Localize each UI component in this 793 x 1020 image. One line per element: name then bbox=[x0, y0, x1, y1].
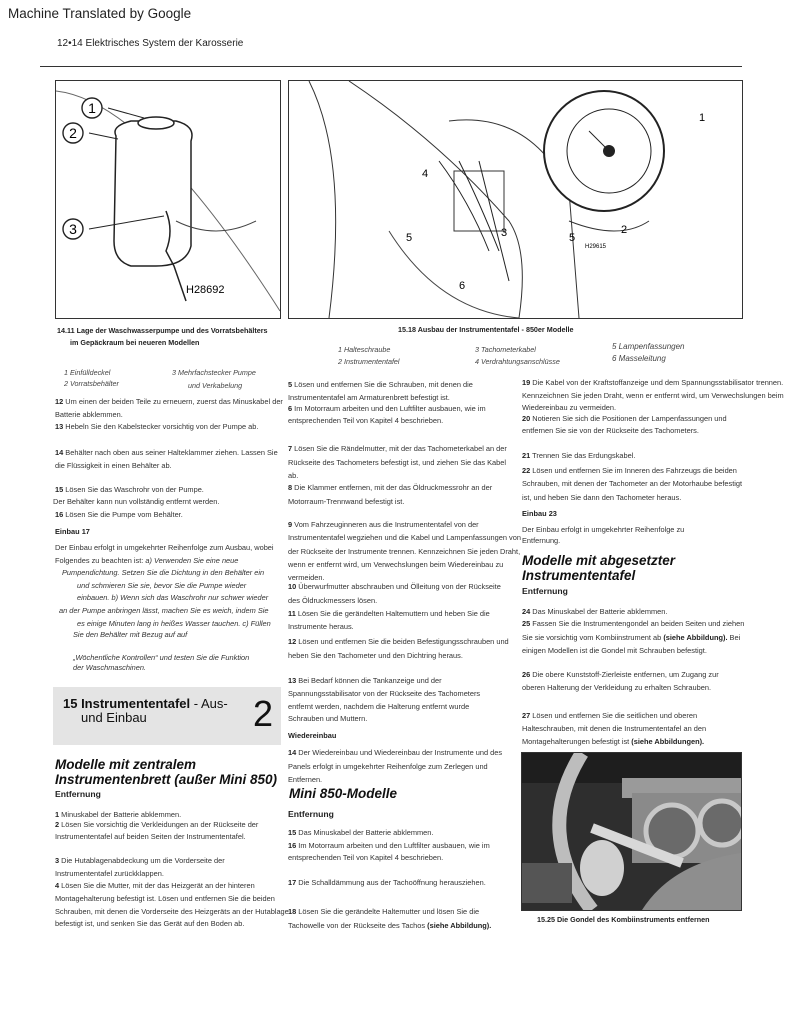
step-6 bbox=[288, 403, 513, 426]
step-number: 10 bbox=[288, 582, 297, 591]
step-7 bbox=[288, 442, 516, 483]
step-number: 27 bbox=[522, 711, 531, 720]
figure-reference: (siehe Abbildungen). bbox=[631, 737, 705, 746]
callout-label: 2 bbox=[621, 224, 628, 236]
step-text: Der Wiedereinbau und Wiedereinbau der Instrumente und des Panels erfolgt in umgekehrter Reihenfolge zum Zerlegen und Entfernen. bbox=[288, 748, 503, 784]
instrument-panel-drawing bbox=[289, 81, 742, 318]
step-16b bbox=[288, 840, 513, 863]
step-17b bbox=[288, 877, 513, 889]
step-text: Das Minuskabel der Batterie abklemmen. bbox=[530, 607, 668, 616]
section-title bbox=[63, 697, 228, 725]
step-number: 25 bbox=[522, 619, 531, 628]
step-number: 19 bbox=[522, 378, 531, 387]
legend-item: 1 Einfülldeckel bbox=[64, 368, 111, 377]
step-number: 3 bbox=[55, 856, 60, 865]
callout-label: 3 bbox=[501, 227, 508, 239]
callout-label: 5 bbox=[569, 232, 576, 244]
step-number: 4 bbox=[55, 881, 60, 890]
callout-label: 5 bbox=[406, 232, 413, 244]
step-22 bbox=[522, 464, 747, 504]
step-text: Lösen Sie die Pumpe vom Behälter. bbox=[63, 510, 183, 519]
einbau-text: Der Einbau erfolgt in umgekehrter Reihenfolge zum Ausbau, wobei Folgendes zu beachten ist: bbox=[55, 543, 274, 565]
step-number: 14 bbox=[55, 448, 64, 457]
einbau-italic: an der Pumpe anbringen lässt, machen Sie es weich, indem Sie bbox=[59, 605, 269, 615]
figure-reference: (siehe Abbildung). bbox=[663, 632, 728, 642]
callout-label: 3 bbox=[69, 221, 77, 237]
step-number: 15 bbox=[55, 485, 64, 494]
heading-line: Modelle mit zentralem bbox=[55, 757, 197, 772]
step-27 bbox=[522, 709, 737, 748]
step-10 bbox=[288, 580, 513, 608]
step-text: Hebeln Sie den Kabelstecker vorsichtig von der Pumpe ab. bbox=[63, 422, 259, 431]
section-title-line2: und Einbau bbox=[81, 710, 147, 725]
step-text: Trennen Sie das Erdungskabel. bbox=[530, 451, 636, 460]
step-text: Bei einigen Modellen ist die Gondel mit Schrauben befestigt. bbox=[522, 632, 741, 656]
step-text: Überwurfmutter abschrauben und Ölleitung von der Rückseite des Öldruckmessers lösen. bbox=[288, 582, 501, 605]
step-13 bbox=[55, 421, 290, 433]
chapter-number: 2 bbox=[252, 693, 273, 734]
photo-caption-15-25: 15.25 Die Gondel des Kombiinstruments entfernen bbox=[537, 915, 710, 924]
step-text: Die Klammer entfernen, mit der das Öldruckmessrohr an der Motorraum-Trennwand befestigt ist. bbox=[288, 483, 493, 506]
step-text: Im Motorraum arbeiten und den Luftfilter ausbauen, wie im entsprechenden Teil von Kapitel 4 beschrieben. bbox=[288, 841, 490, 862]
figure-washer-reservoir bbox=[55, 80, 281, 319]
step-8 bbox=[288, 481, 513, 508]
step-21 bbox=[522, 450, 747, 462]
step-number: 12 bbox=[55, 397, 64, 406]
step-number: 22 bbox=[522, 466, 531, 475]
step-number: 18 bbox=[288, 907, 297, 916]
step-5 bbox=[288, 378, 513, 404]
legend-item: 6 Masseleitung bbox=[612, 354, 666, 363]
step-number: 15 bbox=[288, 828, 297, 837]
legend-item: und Verkabelung bbox=[188, 381, 243, 390]
step-text: Bei Bedarf können die Tankanzeige und der Spannungsstabilisator von der Rückseite des Tachometers entfernt werden, nachdem die Halterung entfernt wurde Schrauben und Muttern. bbox=[288, 676, 481, 724]
step-number: 5 bbox=[288, 380, 293, 389]
figure-caption-14-11 bbox=[57, 325, 297, 349]
caption-line: im Gepäckraum bei neueren Modellen bbox=[70, 338, 200, 347]
gondola-photo-drawing bbox=[522, 753, 741, 910]
section-header-box bbox=[53, 687, 281, 745]
heading-line: Modelle mit abgesetzter bbox=[522, 553, 676, 568]
step-15 bbox=[55, 483, 293, 496]
step-14b bbox=[288, 746, 513, 787]
einbau-italic: es einige Minuten lang in heißes Wasser tauchen. c) Füllen bbox=[77, 618, 271, 628]
figure-instrument-panel bbox=[288, 80, 743, 319]
step-text: Die obere Kunststoff-Zierleiste entfernen, um Zugang zur oberen Halterung der Verkleidung zu erhalten Schrauben. bbox=[522, 670, 719, 692]
step-12 bbox=[55, 395, 293, 421]
header-rule bbox=[40, 66, 742, 67]
step-text: Lösen Sie die gerändelten Haltemuttern und heben Sie die Instrumente heraus. bbox=[288, 609, 490, 631]
step-number: 1 bbox=[55, 810, 60, 819]
step-number: 13 bbox=[288, 676, 297, 685]
step-text: Lösen Sie das Waschrohr von der Pumpe. bbox=[63, 485, 204, 494]
callout-label: 1 bbox=[699, 112, 706, 124]
step-text: Lösen Sie die Rändelmutter, mit der das Tachometerkabel an der Rückseite des Tachometers befestigt ist, und ziehen Sie das Kabel ab. bbox=[288, 444, 507, 480]
einbau-17-text bbox=[55, 542, 295, 639]
caption-line: 14.11 Lage der Waschwasserpumpe und des Vorratsbehälters bbox=[57, 326, 268, 335]
step-text: Lösen Sie die gerändelte Haltemutter und lösen Sie die Tachowelle von der Rückseite des Tachos bbox=[288, 907, 480, 930]
step-number: 7 bbox=[288, 444, 293, 453]
step-16 bbox=[55, 509, 290, 521]
heading-mini-850: Mini 850-Modelle bbox=[289, 786, 398, 801]
einbau-italic: Pumpendichtung. Setzen Sie die Dichtung in den Behälter ein bbox=[62, 568, 265, 578]
step-text: Behälter nach oben aus seiner Halteklammer ziehen. Lassen Sie die Flüssigkeit in einen Behälter ab. bbox=[55, 448, 278, 470]
heading-line: Instrumententafel bbox=[522, 568, 636, 583]
step-11 bbox=[288, 608, 513, 633]
step-text: Um einen der beiden Teile zu erneuern, zuerst das Minuskabel der Batterie abklemmen. bbox=[55, 397, 283, 419]
legend-item: 1 Halteschraube bbox=[338, 345, 391, 354]
step-number: 8 bbox=[288, 483, 293, 492]
subheading-einbau-17: Einbau 17 bbox=[55, 527, 90, 536]
subheading-entfernung: Entfernung bbox=[522, 586, 568, 596]
einbau-italic: und schmieren Sie sie, bevor Sie die Pumpe wieder bbox=[77, 580, 247, 590]
step-text: Vom Fahrzeuginneren aus die Instrumententafel von der Instrumententafel wegziehen und die Kabel und Lampenfassungen von der Rückseite der Instrumente trennen. Kennzeichnen Sie jeden Draht, wenn er entfernt wird, um Verwechslungen beim Wiedereinbau zu vermeiden. bbox=[288, 520, 521, 583]
einbau-23-text: Der Einbau erfolgt in umgekehrter Reihenfolge zu Entfernung. bbox=[522, 525, 685, 545]
einbau-italic: der Waschmaschinen. bbox=[73, 663, 146, 672]
photo-instrument-gondola bbox=[521, 752, 742, 911]
step-number: 20 bbox=[522, 414, 531, 423]
callout-label: 6 bbox=[459, 280, 466, 292]
step-number: 11 bbox=[288, 609, 296, 618]
translation-banner: Machine Translated by Google bbox=[8, 6, 192, 21]
legend-item: 2 Vorratsbehälter bbox=[64, 379, 119, 388]
step-13b bbox=[288, 675, 498, 726]
step-text: Lösen und entfernen Sie im Inneren des Fahrzeugs die beiden Schrauben, mit denen der Tachometer an der Motorhaube befestigt ist, und heben Sie dann den Tachometer heraus. bbox=[522, 466, 743, 502]
step-18b bbox=[288, 905, 513, 932]
step-number: 9 bbox=[288, 520, 293, 529]
callout-label: 4 bbox=[422, 168, 429, 180]
subheading-entfernung: Entfernung bbox=[55, 789, 101, 799]
step-number: 6 bbox=[288, 404, 293, 413]
step-number: 16 bbox=[55, 510, 64, 519]
step-text: Notieren Sie sich die Positionen der Lampenfassungen und entfernen Sie sie von der Rückseite des Tachometers. bbox=[522, 414, 727, 435]
step-number: 12 bbox=[288, 637, 297, 646]
step-text: Lösen Sie die Mutter, mit der das Heizgerät an der hinteren Montagehalterung befestigt ist. Lösen und entfernen Sie die beiden Schrauben, mit denen die Vorderseite des Heizgeräts an der Hutablage befestigt ist, und senken Sie das Gerät auf den Boden ab. bbox=[55, 881, 289, 929]
legend-item: 3 Mehrfachstecker Pumpe bbox=[172, 368, 256, 377]
step-25 bbox=[522, 617, 747, 658]
legend-item: 2 Instrumententafel bbox=[338, 357, 400, 366]
heading-central-panel bbox=[55, 757, 277, 787]
washer-reservoir-drawing bbox=[56, 81, 280, 318]
figure-caption-15-18: 15.18 Ausbau der Instrumententafel - 850er Modelle bbox=[398, 325, 574, 334]
figure-reference: (siehe Abbildung). bbox=[427, 920, 492, 930]
step-text: Lösen und entfernen Sie die Schrauben, mit denen die Instrumententafel am Armaturenbrett befestigt ist. bbox=[288, 380, 473, 402]
callout-label: 1 bbox=[88, 100, 96, 116]
step-number: 17 bbox=[288, 878, 297, 887]
step-number: 26 bbox=[522, 670, 531, 679]
step-number: 13 bbox=[55, 422, 64, 431]
step-number: 2 bbox=[55, 820, 60, 829]
section-title-bold: 15 Instrumententafel bbox=[63, 696, 191, 711]
step-text: Die Schalldämmung aus der Tachoöffnung herausziehen. bbox=[296, 878, 486, 887]
step-text: Das Minuskabel der Batterie abklemmen. bbox=[296, 828, 434, 837]
step-number: 16 bbox=[288, 841, 297, 850]
figure-code: H29615 bbox=[585, 244, 607, 250]
step-text: Die Kabel von der Kraftstoffanzeige und dem Spannungsstabilisator trennen. Kennzeichnen Sie jeden Draht, wenn er entfernt wird, um Verwechslungen beim Wiedereinbau zu vermeiden. bbox=[522, 378, 784, 412]
step-14 bbox=[55, 446, 285, 472]
step-text: Die Hutablagenabdeckung um die Vorderseite der Instrumententafel zurückklappen. bbox=[55, 856, 225, 878]
step-number: 21 bbox=[522, 451, 531, 460]
step-12b bbox=[288, 635, 513, 662]
step-text: Lösen und entfernen Sie die seitlichen und oberen Halteschrauben, mit denen die Instrumententafel an den Montagehalterungen befestigt ist bbox=[522, 711, 707, 746]
einbau-italic: einbauen. b) Wenn sich das Waschrohr nur schwer wieder bbox=[77, 593, 269, 603]
step-text: Lösen und entfernen Sie die beiden Befestigungsschrauben und heben Sie den Tachometer und den Dichtring heraus. bbox=[288, 637, 509, 660]
einbau-italic: „Wöchentliche Kontrollen“ und testen Sie die Funktion bbox=[73, 653, 250, 662]
step-text: Lösen Sie vorsichtig die Verkleidungen an der Rückseite der Instrumententafel auf beiden Seiten der Instrumententafel. bbox=[55, 820, 259, 841]
heading-remote-panel bbox=[522, 553, 675, 583]
einbau-italic: Sie den Behälter mit Bezug auf auf bbox=[73, 630, 188, 640]
heading-line: Instrumentenbrett (außer Mini 850) bbox=[55, 772, 278, 787]
step-text: Im Motorraum arbeiten und den Luftfilter ausbauen, wie im entsprechenden Teil von Kapitel 4 beschrieben. bbox=[288, 404, 486, 425]
step-text: Minuskabel der Batterie abklemmen. bbox=[59, 810, 182, 819]
einbau-17-note bbox=[73, 653, 249, 673]
step-15-note: Der Behälter kann nun vollständig entfernt werden. bbox=[53, 497, 220, 506]
step-20 bbox=[522, 413, 747, 437]
legend-item: 4 Verdrahtungsanschlüsse bbox=[475, 357, 560, 366]
step-15b bbox=[288, 827, 513, 839]
einbau-italic: a) Verwenden Sie eine neue bbox=[143, 555, 239, 565]
subheading-einbau-23: Einbau 23 bbox=[522, 509, 557, 518]
subheading-wiedereinbau: Wiedereinbau bbox=[288, 731, 337, 740]
figure-code: H28692 bbox=[186, 284, 225, 296]
step-4 bbox=[55, 880, 290, 931]
step-text: Fassen Sie die Instrumentengondel an beiden Seiten und ziehen Sie sie vorsichtig vom Kombiinstrument ab bbox=[522, 619, 745, 642]
step-number: 14 bbox=[288, 748, 297, 757]
section-title-rest: - Aus- bbox=[190, 696, 228, 711]
running-head: 12•14 Elektrisches System der Karosserie bbox=[57, 38, 244, 49]
step-2 bbox=[55, 819, 290, 842]
subheading-entfernung: Entfernung bbox=[288, 809, 334, 819]
step-19 bbox=[522, 377, 790, 415]
legend-item: 5 Lampenfassungen bbox=[612, 342, 685, 351]
step-3 bbox=[55, 854, 270, 880]
step-number: 24 bbox=[522, 607, 531, 616]
step-26 bbox=[522, 669, 737, 694]
step-9 bbox=[288, 518, 524, 584]
legend-item: 3 Tachometerkabel bbox=[475, 345, 536, 354]
callout-label: 2 bbox=[69, 125, 77, 141]
